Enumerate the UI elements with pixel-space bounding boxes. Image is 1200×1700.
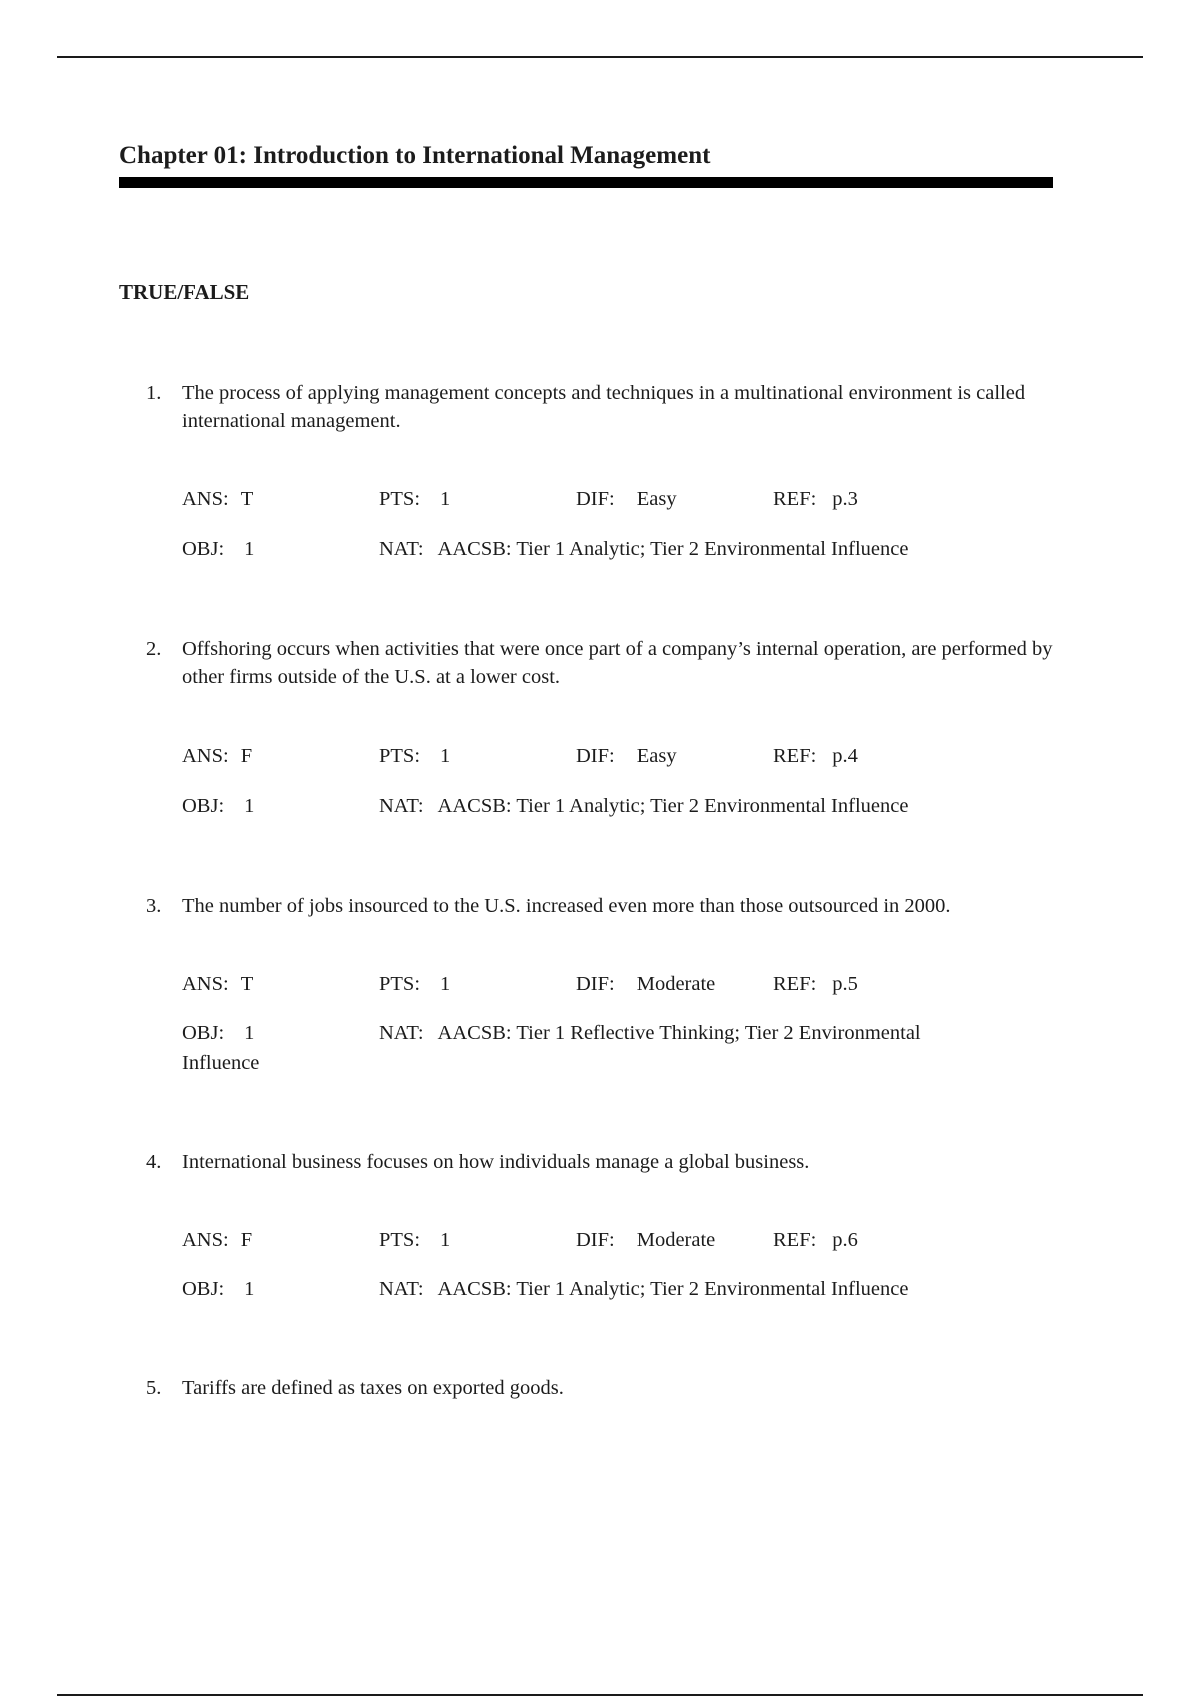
reference-field [773,970,858,998]
national-standard-field [379,1275,908,1303]
objective-field [182,1275,254,1303]
reference-field [773,1226,858,1254]
objective-value: 1 [244,795,255,817]
national-standard-label: NAT: [379,795,424,817]
answer-label: ANS: [182,1229,229,1251]
difficulty-value: Easy [636,745,677,767]
difficulty-field [576,742,677,770]
points-value: 1 [440,745,451,767]
answer-field [182,485,253,513]
points-value: 1 [440,973,451,995]
question-text: The number of jobs insourced to the U.S. increased even more than those outsourced in 2000. [182,895,951,917]
objective-field [182,1019,254,1047]
national-standard-value: AACSB: Tier 1 Analytic; Tier 2 Environmental Influence [437,795,909,817]
difficulty-value: Easy [636,488,677,510]
national-standard-field [379,1019,921,1047]
national-standard-label: NAT: [379,1022,424,1044]
question-number: 5. [146,1377,162,1399]
reference-field [773,742,858,770]
question-text: Offshoring occurs when activities that were once part of a company’s internal operation, are performed by other firms outside of the U.S. at a lower cost. [182,638,1053,688]
answer-field [182,742,252,770]
difficulty-field [576,1226,715,1254]
objective-value: 1 [244,538,255,560]
question-number: 2. [146,638,162,660]
points-field [379,742,450,770]
objective-label: OBJ: [182,795,225,817]
reference-value: p.4 [832,745,858,767]
reference-value: p.6 [832,1229,858,1251]
answer-label: ANS: [182,745,229,767]
national-standard-field [379,535,908,563]
difficulty-field [576,485,677,513]
title-underline-bar [119,177,1053,188]
answer-label: ANS: [182,973,229,995]
objective-label: OBJ: [182,1278,225,1300]
reference-label: REF: [773,745,817,767]
page-top-rule [57,56,1143,58]
points-label: PTS: [379,973,421,995]
difficulty-label: DIF: [576,973,615,995]
question-text: The process of applying management concepts and techniques in a multinational environment is called international management. [182,382,1026,432]
difficulty-label: DIF: [576,745,615,767]
objective-field [182,535,254,563]
question-number: 1. [146,382,162,404]
chapter-title: Chapter 01: Introduction to International Management [119,142,711,169]
objective-label: OBJ: [182,1022,225,1044]
national-standard-overflow: Influence [182,1052,260,1074]
points-label: PTS: [379,1229,421,1251]
difficulty-value: Moderate [636,973,716,995]
difficulty-label: DIF: [576,1229,615,1251]
national-standard-value: AACSB: Tier 1 Analytic; Tier 2 Environmental Influence [437,1278,909,1300]
answer-value: F [240,745,253,767]
question-number: 3. [146,895,162,917]
objective-value: 1 [244,1278,255,1300]
answer-value: T [240,973,254,995]
points-field [379,485,450,513]
points-field [379,970,450,998]
reference-value: p.3 [832,488,858,510]
objective-field [182,792,254,820]
difficulty-value: Moderate [636,1229,716,1251]
answer-field [182,1226,252,1254]
reference-value: p.5 [832,973,858,995]
points-label: PTS: [379,745,421,767]
national-standard-value: AACSB: Tier 1 Analytic; Tier 2 Environmental Influence [437,538,909,560]
answer-value: T [240,488,254,510]
question-text: International business focuses on how individuals manage a global business. [182,1151,810,1173]
difficulty-label: DIF: [576,488,615,510]
points-value: 1 [440,488,451,510]
national-standard-field [379,792,908,820]
page-bottom-rule [57,1694,1143,1696]
national-standard-label: NAT: [379,538,424,560]
national-standard-label: NAT: [379,1278,424,1300]
points-field [379,1226,450,1254]
reference-label: REF: [773,488,817,510]
answer-value: F [240,1229,253,1251]
question-number: 4. [146,1151,162,1173]
reference-label: REF: [773,973,817,995]
reference-field [773,485,858,513]
answer-label: ANS: [182,488,229,510]
answer-field [182,970,253,998]
points-value: 1 [440,1229,451,1251]
objective-label: OBJ: [182,538,225,560]
question-text: Tariffs are defined as taxes on exported goods. [182,1377,564,1399]
objective-value: 1 [244,1022,255,1044]
difficulty-field [576,970,715,998]
reference-label: REF: [773,1229,817,1251]
points-label: PTS: [379,488,421,510]
section-heading: TRUE/FALSE [119,280,250,304]
national-standard-value: AACSB: Tier 1 Reflective Thinking; Tier 2 Environmental [437,1022,921,1044]
